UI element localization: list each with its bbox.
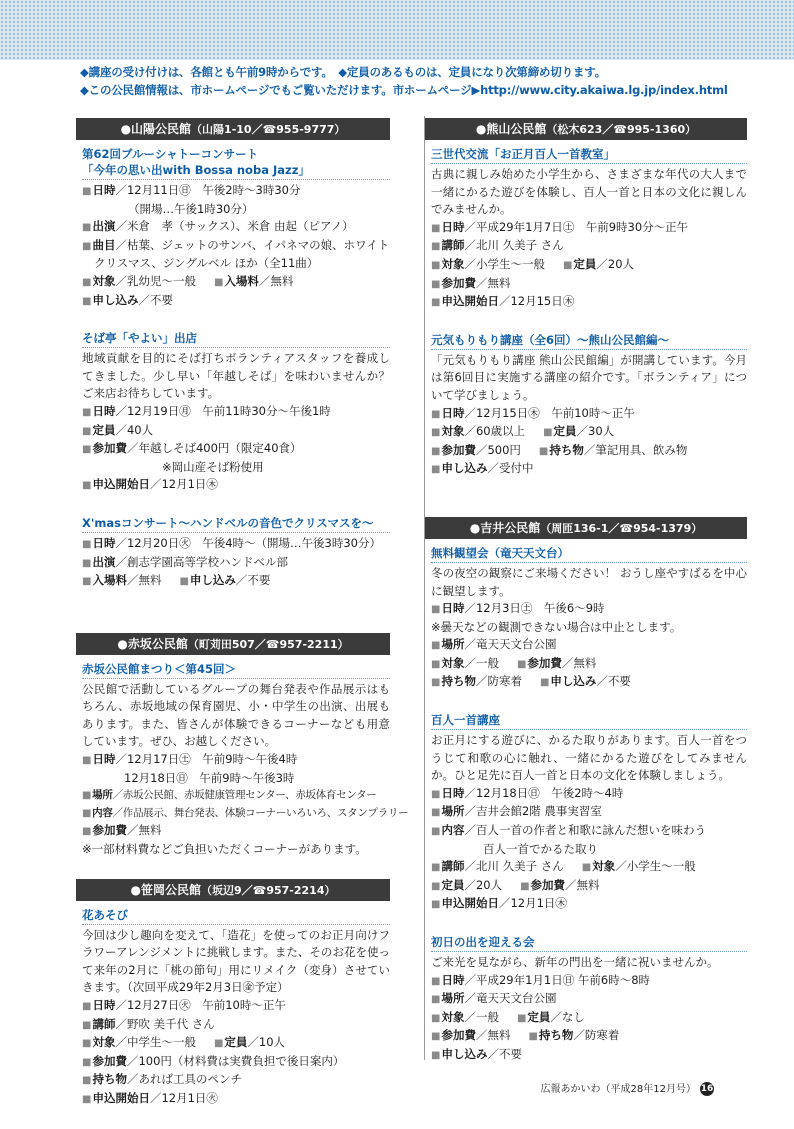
event-title: 初日の出を迎える会	[431, 934, 747, 952]
hall-name: ●赤坂公民館	[117, 636, 188, 651]
value-place: ／竜天天文台公園	[464, 991, 557, 1006]
label-target: ■ 対象	[82, 1035, 115, 1049]
event-description: ご来光を見ながら、新年の門出を一緒に祝いませんか。	[431, 955, 719, 969]
label-songs: ■ 曲目	[82, 238, 115, 252]
hall-header-akasaka	[76, 633, 390, 655]
label-date: ■ 日時	[431, 220, 464, 234]
label-teacher: ■ 講師	[431, 859, 464, 873]
column-divider	[424, 116, 425, 1060]
event-hyakunin-isshu-class	[431, 146, 747, 312]
value-performer: ／創志学園高等学校ハンドベル部	[115, 554, 288, 569]
value-fee-note: ※岡山産そば粉使用	[162, 459, 264, 474]
value-target: ／一般	[464, 655, 499, 670]
label-apply: ■ 申し込み	[179, 573, 235, 587]
value-apply: ／不要	[138, 292, 173, 307]
label-place: ■ 場所	[431, 637, 464, 651]
hall-contact: （町苅田507／☎957-2211）	[187, 637, 349, 651]
hall-header-kumayama	[425, 118, 747, 140]
event-title: 百人一首講座	[431, 712, 747, 730]
value-fee: ／無料	[475, 1028, 511, 1043]
value-fee: ／無料	[565, 877, 600, 892]
left-column	[82, 118, 409, 1129]
label-date: ■ 日時	[82, 752, 115, 766]
value-date: ／12月19日㊊ 午前11時30分～午後1時	[115, 403, 331, 418]
value-apply: ／不要	[487, 1046, 522, 1061]
value-fee: ／無料	[475, 275, 511, 290]
hall-name: ●吉井公民館	[469, 520, 541, 535]
label-start: ■ 申込開始日	[82, 477, 150, 491]
event-blue-chateau-concert	[82, 146, 390, 310]
value-content-2: 百人一首でかるた取り	[483, 841, 598, 856]
page-number: 16	[700, 1084, 714, 1094]
value-apply: ／不要	[596, 674, 631, 689]
label-capacity: ■ 定員	[431, 878, 464, 892]
label-fee: ■ 参加費	[520, 878, 565, 892]
value-target: ／中学生～一般	[115, 1035, 196, 1050]
label-content: ■ 内容	[431, 823, 464, 837]
value-date: ／12月15日㊍ 午前10時～正午	[464, 405, 635, 420]
value-date: ／12月3日㊏ 午後6～9時	[464, 601, 605, 616]
event-title: X'masコンサート～ハンドベルの音色でクリスマスを～	[82, 515, 390, 533]
value-songs: ／枯葉、ジェットのサンバ、イパネマの娘、ホワイト	[115, 237, 390, 252]
value-bring: ／防寒着	[573, 1028, 620, 1043]
label-performer: ■ 出演	[82, 555, 115, 569]
event-akasaka-festival	[82, 661, 409, 859]
label-date: ■ 日時	[82, 183, 115, 197]
value-fee: ／無料	[126, 823, 162, 838]
value-fee: ／100円（材料費は実費負担で後日案内）	[126, 1053, 345, 1068]
label-target: ■ 対象	[431, 257, 464, 271]
label-place: ■ 場所	[431, 991, 464, 1005]
label-target: ■ 対象	[431, 656, 464, 670]
value-capacity: ／40人	[115, 422, 154, 437]
value-content: ／百人一首の作者と和歌に詠んだ想いを味わう	[464, 823, 706, 838]
event-description: 古典に親しみ始めた小学生から、さまざまな年代の大人まで一緒にかるた遊びを体験し、百人一首と日本の文化に親しんでみませんか。	[431, 167, 747, 217]
event-title: 元気もりもり講座（全6回）～熊山公民館編～	[431, 332, 747, 350]
hall-header-sanyo	[76, 118, 390, 140]
label-bring: ■ 持ち物	[431, 674, 476, 688]
hall-contact: （坂辺9／☎957-2214）	[200, 883, 336, 897]
value-place: ／赤坂公民館、赤坂健康管理センター、赤坂体育センター	[112, 789, 377, 802]
value-target: ／小学生～一般	[464, 256, 545, 271]
label-start: ■ 申込開始日	[82, 1091, 150, 1105]
label-apply: ■ 申し込み	[82, 293, 138, 307]
event-title: 三世代交流「お正月百人一首教室」	[431, 146, 747, 164]
label-capacity: ■ 定員	[543, 424, 576, 438]
value-fee: ／年越しそば400円（限定40食）	[126, 441, 302, 456]
page-footer	[541, 1080, 714, 1096]
label-fee: ■ 参加費	[82, 1054, 127, 1068]
value-apply: ／不要	[235, 573, 271, 588]
event-first-sunrise	[431, 934, 747, 1065]
event-title: 赤坂公民館まつり＜第45回＞	[82, 661, 390, 679]
label-teacher: ■ 講師	[82, 1017, 115, 1031]
label-capacity: ■ 定員	[563, 257, 596, 271]
value-target: ／小学生～一般	[615, 859, 696, 874]
label-apply: ■ 申し込み	[540, 674, 596, 688]
event-xmas-concert	[82, 515, 390, 591]
value-performer: ／米倉 孝（サックス）、米倉 由起（ピアノ）	[115, 219, 354, 234]
event-title: 第62回ブルーシャトーコンサート	[82, 147, 259, 161]
label-content: ■ 内容	[82, 807, 113, 819]
label-bring: ■ 持ち物	[539, 443, 584, 457]
hall-contact: （山陽1-10／☎955-9777）	[191, 123, 346, 136]
label-date: ■ 日時	[431, 406, 464, 420]
value-date: ／平成29年1月1日㊐ 午前6時～8時	[464, 972, 651, 987]
notice-line-2[interactable]: ◆この公民館情報は、市ホームページでもご覧いただけます。市ホームページ▶http://www.city.akaiwa.lg.jp/index.html	[80, 83, 728, 97]
label-performer: ■ 出演	[82, 219, 115, 233]
label-target: ■ 対象	[431, 424, 464, 438]
event-title: そば亭「やよい」出店	[82, 330, 390, 348]
event-subtitle: 「今年の思い出with Bossa noba Jazz」	[82, 162, 390, 180]
value-date: ／12月17日㊏ 午前9時～午後4時	[115, 752, 298, 767]
label-fee: ■ 参加費	[431, 1028, 476, 1042]
value-start: ／12月1日㊍	[149, 477, 218, 492]
label-date: ■ 日時	[82, 536, 115, 550]
value-place: ／竜天天文台公園	[464, 637, 557, 652]
value-bring: ／防寒着	[475, 674, 522, 689]
label-fee: ■ 入場料	[82, 573, 127, 587]
label-date: ■ 日時	[431, 786, 464, 800]
value-start: ／12月15日㊍	[498, 294, 575, 309]
hall-header-yoshii	[425, 517, 747, 539]
label-date: ■ 日時	[431, 973, 464, 987]
event-free-stargazing	[431, 545, 747, 692]
event-description: 公民館で活動しているグループの舞台発表や作品展示はもちろん、赤坂地域の保育園児、小・中学生の出演、出展もあります。また、皆さんが体験できるコーナーなども用意しています。ぜひ、お越しください。	[82, 681, 390, 749]
event-description: お正月にする遊びに、かるた取りがあります。百人一首をつうじて和歌の心に触れ、一緒にかるた遊びをしてみませんか。ひと足先に百人一首と日本の文化を体験しましょう。	[431, 733, 747, 783]
value-date-open: （開場…午後1時30分）	[128, 201, 254, 216]
label-bring: ■ 持ち物	[528, 1028, 573, 1042]
event-flower-play	[82, 907, 390, 1109]
label-target: ■ 対象	[582, 859, 615, 873]
hall-header-sasaoka	[76, 879, 390, 901]
label-date: ■ 日時	[431, 601, 464, 615]
value-date: ／12月11日㊐ 午後2時～3時30分	[115, 183, 301, 197]
event-hyakunin-isshu-course	[431, 712, 747, 914]
label-apply: ■ 申し込み	[431, 1047, 487, 1061]
label-apply: ■ 申し込み	[431, 461, 487, 475]
label-teacher: ■ 講師	[431, 238, 464, 252]
label-date: ■ 日時	[82, 998, 115, 1012]
value-capacity: ／30人	[576, 424, 615, 439]
event-note: ※曇天などの観測できない場合は中止とします。	[431, 619, 682, 634]
footer-publication: 広報あかいわ（平成28年12月号）	[540, 1084, 696, 1095]
label-fee: ■ 入場料	[214, 274, 259, 288]
right-column	[431, 118, 747, 1085]
value-teacher: ／北川 久美子 さん	[464, 238, 564, 253]
value-fee: ／500円	[475, 442, 521, 457]
label-capacity: ■ 定員	[214, 1035, 247, 1049]
label-place: ■ 場所	[82, 789, 113, 801]
label-start: ■ 申込開始日	[431, 294, 499, 308]
label-fee: ■ 参加費	[82, 823, 127, 837]
value-apply: ／受付中	[487, 461, 534, 476]
value-start: ／12月1日㊋	[149, 1090, 218, 1105]
value-fee: ／無料	[126, 573, 162, 588]
event-description: 冬の夜空の観察にご来場ください！ おうし座やすばるを中心に観望します。	[431, 565, 747, 598]
value-content: ／作品展示、舞台発表、体験コーナーいろいろ、スタンプラリー	[112, 806, 409, 819]
hall-name: ●笹岡公民館	[130, 882, 201, 897]
value-teacher: ／野吹 美千代 さん	[115, 1016, 215, 1031]
value-teacher: ／北川 久美子 さん	[464, 859, 564, 874]
top-dotted-band	[0, 0, 794, 60]
event-description: 地域貢献を目的にそば打ちボランティアスタッフを養成してきました。少し早い「年越しそば」を味わいませんか？ ご来店お待ちしています。	[82, 351, 390, 401]
label-fee: ■ 参加費	[517, 656, 562, 670]
label-fee: ■ 参加費	[431, 443, 476, 457]
label-bring: ■ 持ち物	[82, 1072, 127, 1086]
hall-name: ●熊山公民館	[475, 122, 547, 136]
value-bring: ／あれば工具のペンチ	[126, 1072, 242, 1087]
hall-contact: （周匝136-1／☎954-1379）	[540, 521, 703, 535]
value-target: ／乳幼児～一般	[115, 273, 196, 288]
label-place: ■ 場所	[431, 804, 464, 818]
label-start: ■ 申込開始日	[431, 896, 499, 910]
event-description: 今回は少し趣向を変えて、「造花」を使ってのお正月向けフラワーアレンジメントに挑戦します。また、そのお花を使って来年の2月に「桃の節句」用にリメイク（変身）させていきます。（次回平成29年2月3日㊎予定）	[82, 927, 390, 995]
label-date: ■ 日時	[82, 404, 115, 418]
notice-line-1: ◆講座の受け付けは、各館とも午前9時からです。 ◆定員のあるものは、定員になり次第締め切ります。	[80, 65, 606, 79]
value-place: ／吉井会館2階 農事実習室	[464, 804, 602, 819]
label-capacity: ■ 定員	[82, 423, 115, 437]
value-songs-2: クリスマス、ジングルベル ほか（全11曲）	[94, 256, 319, 271]
hall-name: ●山陽公民館	[120, 122, 192, 136]
value-capacity: ／20人	[596, 256, 635, 271]
value-bring: ／筆記用具、飲み物	[583, 442, 688, 457]
value-date-2: 12月18日㊐ 午前9時～午後3時	[124, 770, 295, 785]
label-fee: ■ 参加費	[431, 276, 476, 290]
value-capacity: ／20人	[464, 877, 503, 892]
value-capacity: ／10人	[247, 1035, 286, 1050]
event-description: 「元気もりもり講座 熊山公民館編」が開講しています。今月は第6回目に実施する講座の紹介です。「ボランティア」について学びましょう。	[431, 352, 747, 402]
value-date: ／平成29年1月7日㊏ 午前9時30分～正午	[464, 219, 689, 234]
value-target: ／一般	[464, 1009, 499, 1024]
value-date: ／12月18日㊐ 午後2時～4時	[464, 785, 624, 800]
event-soba-shop	[82, 330, 390, 495]
label-target: ■ 対象	[82, 274, 115, 288]
event-title: 花あそび	[82, 907, 390, 925]
event-title: 無料観望会（竜天天文台）	[431, 545, 747, 563]
event-genki-morimori	[431, 332, 747, 479]
value-target: ／60歳以上	[464, 424, 526, 439]
value-date: ／12月20日㊋ 午後4時～（開場…午後3時30分）	[115, 535, 381, 550]
label-target: ■ 対象	[431, 1010, 464, 1024]
value-date: ／12月27日㊋ 午前10時～正午	[115, 998, 286, 1012]
event-note: ※一部材料費などご負担いただくコーナーがあります。	[82, 842, 367, 857]
value-capacity: ／なし	[550, 1009, 585, 1024]
hall-contact: （松木623／☎995-1360）	[546, 123, 697, 136]
value-fee: ／無料	[258, 273, 294, 288]
label-fee: ■ 参加費	[82, 441, 127, 455]
value-start: ／12月1日㊍	[498, 896, 567, 911]
value-fee: ／無料	[561, 655, 597, 670]
label-capacity: ■ 定員	[517, 1010, 550, 1024]
